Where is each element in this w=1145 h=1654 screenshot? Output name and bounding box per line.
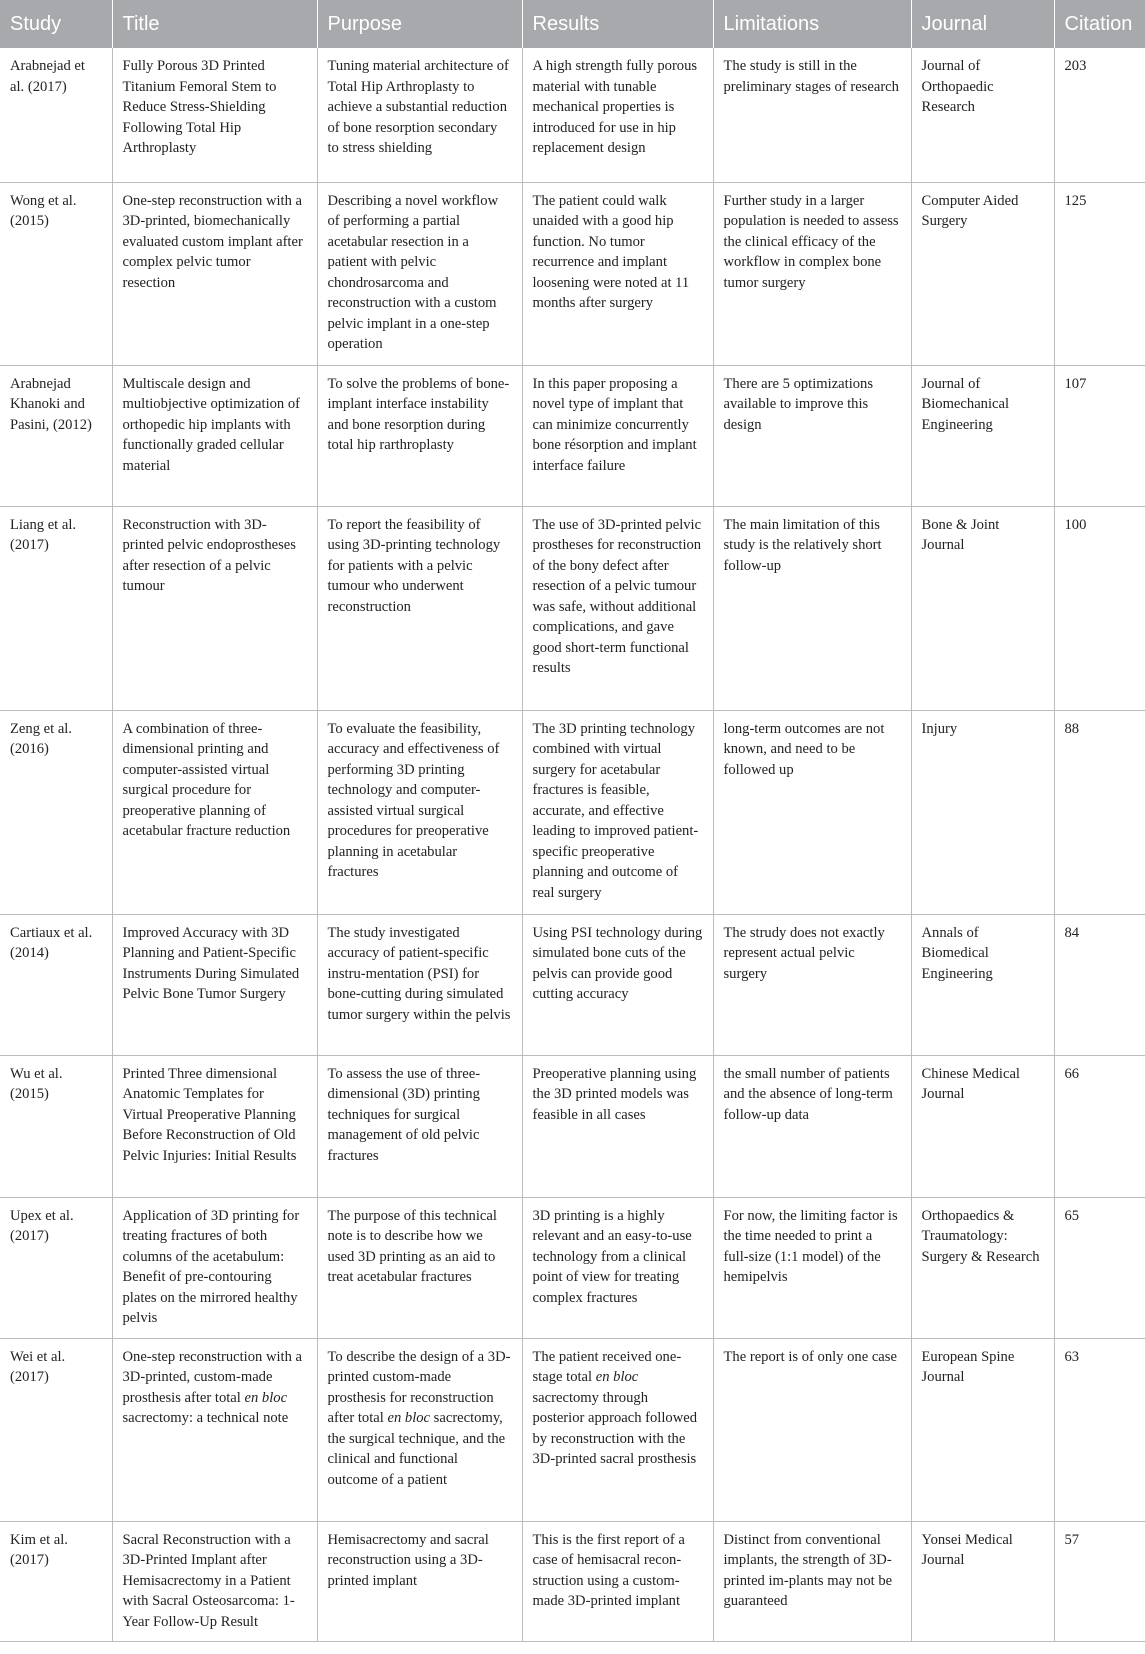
cell-journal: Bone & Joint Journal bbox=[911, 506, 1054, 710]
cell-citation: 66 bbox=[1054, 1055, 1145, 1197]
table-row bbox=[0, 48, 1145, 182]
cell-title: Sacral Reconstruction with a 3D-Printed Implant after Hemisacrectomy in a Patient with Sacral Osteosarcoma: 1-Year Follow-Up Result bbox=[112, 1521, 317, 1641]
cell-study: Upex et al. (2017) bbox=[0, 1197, 112, 1338]
cell-limitations: Distinct from conventional implants, the strength of 3D-printed im-plants may not be guaranteed bbox=[713, 1521, 911, 1641]
cell-purpose: To solve the problems of bone-implant interface instability and bone resorption during total hip rarthroplasty bbox=[317, 365, 522, 506]
cell-journal: Yonsei Medical Journal bbox=[911, 1521, 1054, 1641]
cell-purpose: Hemisacrectomy and sacral reconstruction using a 3D-printed implant bbox=[317, 1521, 522, 1641]
cell-study: Liang et al. (2017) bbox=[0, 506, 112, 710]
cell-results: 3D printing is a highly relevant and an easy-to-use technology from a clinical point of view for treating complex fractures bbox=[522, 1197, 713, 1338]
results-text: sacrectomy through posterior approach followed by reconstruction with the 3D-printed sacral prosthesis bbox=[532, 1389, 698, 1467]
cell-title: Fully Porous 3D Printed Titanium Femoral Stem to Reduce Stress-Shielding Following Total Hip Arthroplasty bbox=[112, 48, 317, 182]
cell-citation: 100 bbox=[1054, 506, 1145, 710]
cell-journal: Orthopaedics & Traumatology: Surgery & Research bbox=[911, 1197, 1054, 1338]
header-limitations: Limitations bbox=[713, 0, 911, 48]
header-purpose: Purpose bbox=[317, 0, 522, 48]
cell-limitations: the small number of patients and the absence of long-term follow-up data bbox=[713, 1055, 911, 1197]
cell-citation: 107 bbox=[1054, 365, 1145, 506]
cell-limitations: The study is still in the preliminary stages of research bbox=[713, 48, 911, 182]
cell-journal: Injury bbox=[911, 710, 1054, 914]
cell-journal: Journal of Biomechanical Engineering bbox=[911, 365, 1054, 506]
title-text: sacrectomy: a technical note bbox=[122, 1410, 289, 1426]
cell-title: Multiscale design and multiobjective optimization of orthopedic hip implants with functionally graded cellular material bbox=[112, 365, 317, 506]
table-row bbox=[0, 710, 1145, 914]
cell-results: This is the first report of a case of hemisacral recon-struction using a custom-made 3D-printed implant bbox=[522, 1521, 713, 1641]
table-row bbox=[0, 365, 1145, 506]
cell-limitations: The strudy does not exactly represent actual pelvic surgery bbox=[713, 914, 911, 1055]
cell-purpose: To assess the use of three-dimensional (3D) printing techniques for surgical management of old pelvic fractures bbox=[317, 1055, 522, 1197]
cell-study: Arabnejad Khanoki and Pasini, (2012) bbox=[0, 365, 112, 506]
cell-title: Application of 3D printing for treating fractures of both columns of the acetabulum: Benefit of pre-contouring plates on the mirrored healthy pelvis bbox=[112, 1197, 317, 1338]
cell-purpose: To report the feasibility of using 3D-printing technology for patients with a pelvic tumour who underwent reconstruction bbox=[317, 506, 522, 710]
results-text: The patient received one-stage total bbox=[532, 1348, 682, 1385]
table-row bbox=[0, 506, 1145, 710]
cell-results: Preoperative planning using the 3D printed models was feasible in all cases bbox=[522, 1055, 713, 1197]
header-citation: Citation bbox=[1054, 0, 1145, 48]
cell-citation: 203 bbox=[1054, 48, 1145, 182]
cell-journal: European Spine Journal bbox=[911, 1338, 1054, 1521]
table-body bbox=[0, 48, 1145, 1641]
header-journal: Journal bbox=[911, 0, 1054, 48]
cell-study: Arabnejad et al. (2017) bbox=[0, 48, 112, 182]
purpose-text: To describe the design of a 3D-printed custom-made prosthesis for reconstruction after total bbox=[327, 1348, 511, 1426]
cell-limitations: long-term outcomes are not known, and need to be followed up bbox=[713, 710, 911, 914]
cell-results: In this paper proposing a novel type of implant that can minimize concurrently bone résorption and implant interface failure bbox=[522, 365, 713, 506]
cell-citation: 57 bbox=[1054, 1521, 1145, 1641]
cell-purpose: Describing a novel workflow of performing a partial acetabular resection in a patient with pelvic chondrosarcoma and reconstruction with a custom pelvic implant in a one-step operation bbox=[317, 182, 522, 365]
cell-purpose: To evaluate the feasibility, accuracy and effectiveness of performing 3D printing technology and computer-assisted virtual surgical procedures for preoperative planning in acetabular fractures bbox=[317, 710, 522, 914]
cell-results: The use of 3D-printed pelvic prostheses for reconstruction of the bony defect after resection of a pelvic tumour was safe, without additional complications, and gave good short-term functional results bbox=[522, 506, 713, 710]
cell-journal: Annals of Biomedical Engineering bbox=[911, 914, 1054, 1055]
cell-title: One-step reconstruction with a 3D-printed, biomechanically evaluated custom implant after complex pelvic tumor resection bbox=[112, 182, 317, 365]
title-italic-text: en bloc bbox=[244, 1389, 288, 1406]
cell-journal: Chinese Medical Journal bbox=[911, 1055, 1054, 1197]
table-row bbox=[0, 1521, 1145, 1641]
cell-limitations: The main limitation of this study is the relatively short follow-up bbox=[713, 506, 911, 710]
cell-results: The patient could walk unaided with a good hip function. No tumor recurrence and implant loosening were noted at 11 months after surgery bbox=[522, 182, 713, 365]
cell-study: Wei et al. (2017) bbox=[0, 1338, 112, 1521]
cell-results bbox=[522, 1338, 713, 1521]
purpose-text: sacrectomy, the surgical technique, and the clinical and functional outcome of a patient bbox=[327, 1410, 506, 1488]
header-row bbox=[0, 0, 1145, 48]
cell-limitations: The report is of only one case bbox=[713, 1338, 911, 1521]
title-text: One-step reconstruction with a 3D-printed, custom-made prosthesis after total bbox=[122, 1348, 303, 1406]
table-header bbox=[0, 0, 1145, 48]
cell-title: A combination of three-dimensional printing and computer-assisted virtual surgical procedure for preoperative planning of acetabular fracture reduction bbox=[112, 710, 317, 914]
cell-title: Printed Three dimensional Anatomic Templates for Virtual Preoperative Planning Before Reconstruction of Old Pelvic Injuries: Initial Results bbox=[112, 1055, 317, 1197]
cell-study: Zeng et al. (2016) bbox=[0, 710, 112, 914]
cell-purpose bbox=[317, 1338, 522, 1521]
cell-purpose: Tuning material architecture of Total Hip Arthroplasty to achieve a substantial reduction of bone resorption secondary to stress shielding bbox=[317, 48, 522, 182]
cell-limitations: There are 5 optimizations available to improve this design bbox=[713, 365, 911, 506]
cell-citation: 88 bbox=[1054, 710, 1145, 914]
table-row bbox=[0, 1197, 1145, 1338]
cell-title bbox=[112, 1338, 317, 1521]
cell-study: Wu et al. (2015) bbox=[0, 1055, 112, 1197]
header-results: Results bbox=[522, 0, 713, 48]
cell-citation: 63 bbox=[1054, 1338, 1145, 1521]
table-row bbox=[0, 914, 1145, 1055]
cell-citation: 84 bbox=[1054, 914, 1145, 1055]
cell-results: The 3D printing technology combined with virtual surgery for acetabular fractures is feasible, accurate, and effective leading to improved patient-specific preoperative planning and outcome of real surgery bbox=[522, 710, 713, 914]
cell-study: Cartiaux et al. (2014) bbox=[0, 914, 112, 1055]
cell-limitations: For now, the limiting factor is the time needed to print a full-size (1:1 model) of the hemipelvis bbox=[713, 1197, 911, 1338]
cell-purpose: The study investigated accuracy of patient-specific instru-mentation (PSI) for bone-cutting during simulated tumor surgery within the pelvis bbox=[317, 914, 522, 1055]
results-italic-text: en bloc bbox=[595, 1369, 639, 1385]
header-title: Title bbox=[112, 0, 317, 48]
cell-study: Kim et al. (2017) bbox=[0, 1521, 112, 1641]
cell-journal: Computer Aided Surgery bbox=[911, 182, 1054, 365]
table-row bbox=[0, 1338, 1145, 1521]
table-row bbox=[0, 182, 1145, 365]
cell-purpose: The purpose of this technical note is to describe how we used 3D printing as an aid to treat acetabular fractures bbox=[317, 1197, 522, 1338]
cell-limitations: Further study in a larger population is needed to assess the clinical efficacy of the workflow in complex bone tumor surgery bbox=[713, 182, 911, 365]
cell-title: Reconstruction with 3D-printed pelvic endoprostheses after resection of a pelvic tumour bbox=[112, 506, 317, 710]
header-study: Study bbox=[0, 0, 112, 48]
cell-citation: 65 bbox=[1054, 1197, 1145, 1338]
cell-journal: Journal of Orthopaedic Research bbox=[911, 48, 1054, 182]
cell-results: Using PSI technology during simulated bone cuts of the pelvis can provide good cutting accuracy bbox=[522, 914, 713, 1055]
cell-citation: 125 bbox=[1054, 182, 1145, 365]
cell-title: Improved Accuracy with 3D Planning and Patient-Specific Instruments During Simulated Pelvic Bone Tumor Surgery bbox=[112, 914, 317, 1055]
cell-study: Wong et al. (2015) bbox=[0, 182, 112, 365]
cell-results: A high strength fully porous material with tunable mechanical properties is introduced for use in hip replacement design bbox=[522, 48, 713, 182]
table-row bbox=[0, 1055, 1145, 1197]
purpose-italic-text: en bloc bbox=[387, 1410, 431, 1426]
